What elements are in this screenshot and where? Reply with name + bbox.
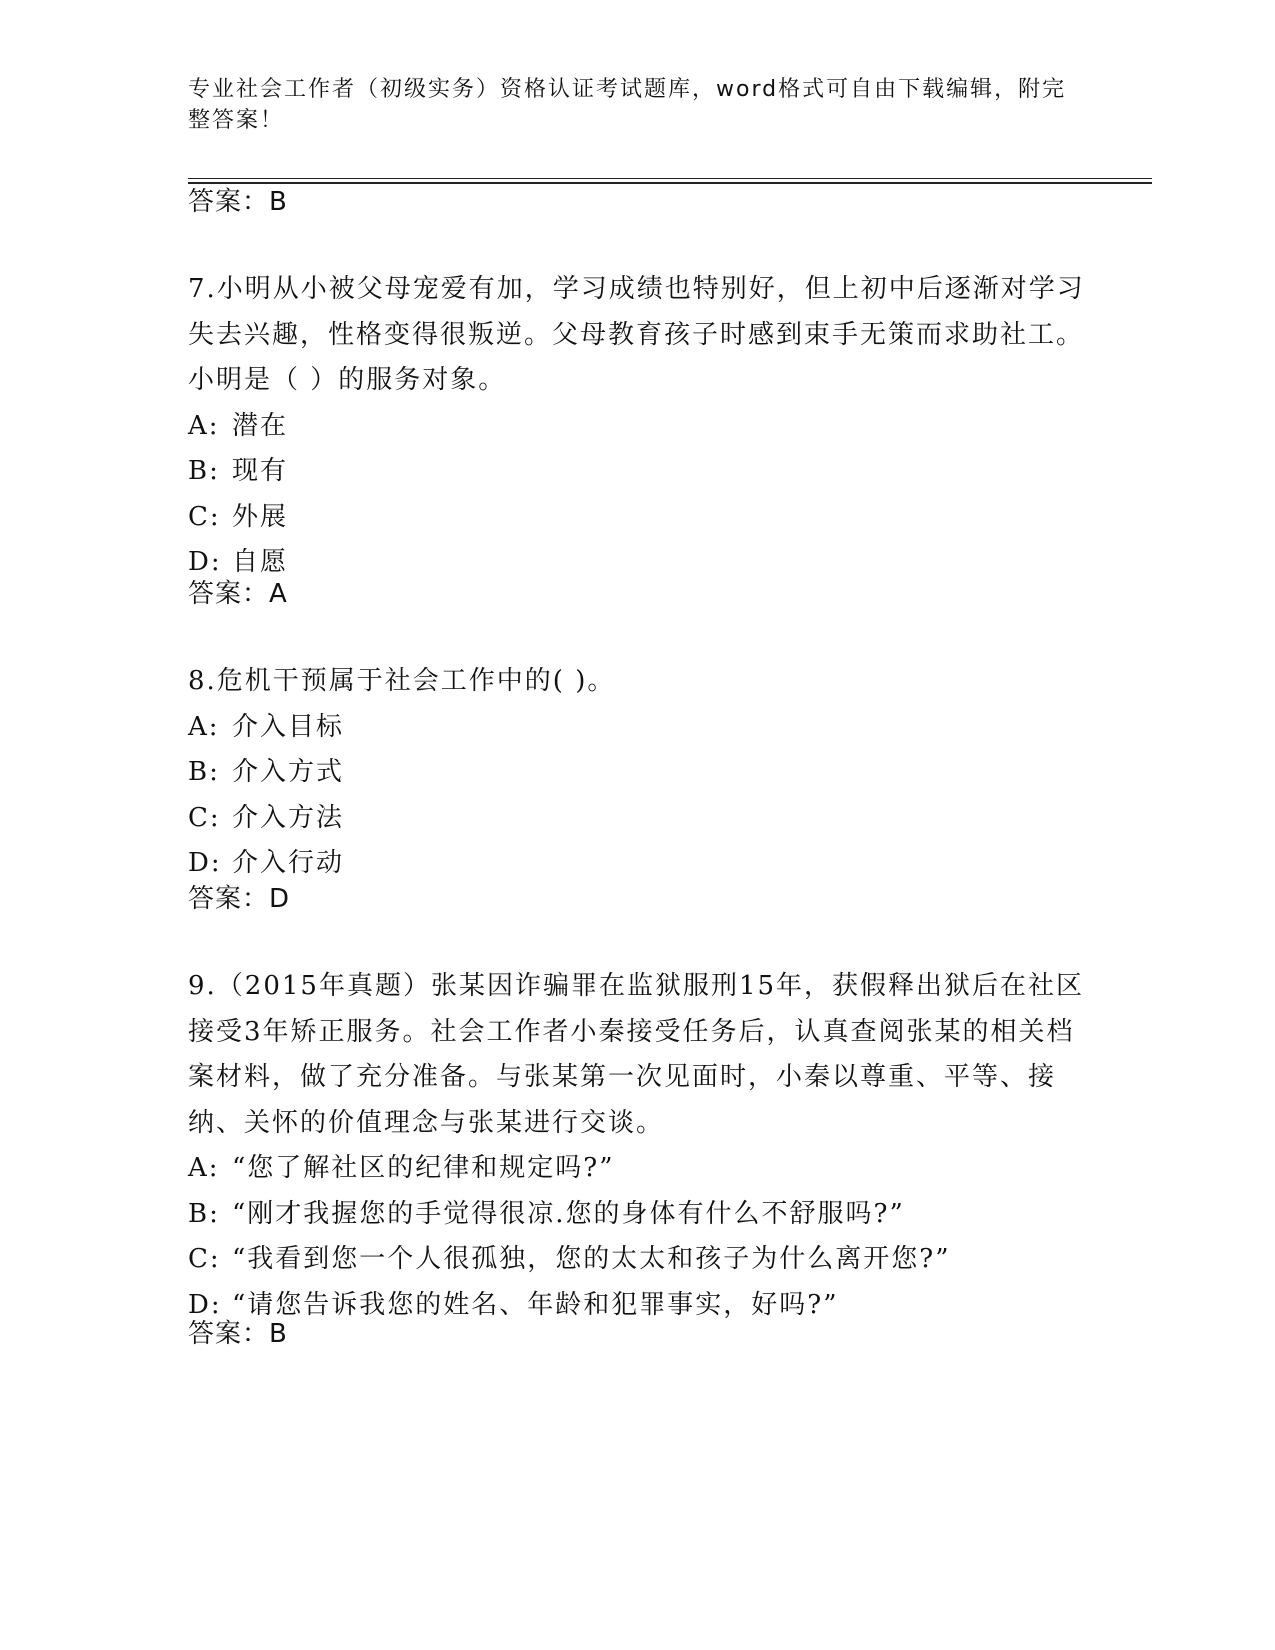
question-9-option-d (188, 1283, 1088, 1329)
question-8-option-c (188, 796, 1088, 842)
option-letter: D: (188, 1289, 222, 1320)
option-letter: C: (188, 1244, 221, 1274)
question-7-stem: 7.小明从小被父母宠爱有加，学习成绩也特别好，但上初中后逐渐对学习失去兴趣，性格变得很叛逆。父母教育孩子时感到束手无策而求助社工。小明是（ ）的服务对象。 (188, 274, 1085, 395)
option-text: 介入方式 (232, 757, 345, 787)
question-7-option-c (188, 495, 1088, 541)
question-8-option-a (188, 705, 1088, 751)
question-7 (188, 267, 1088, 586)
option-text: “您了解社区的纪律和规定吗?” (232, 1153, 615, 1183)
option-letter: D: (188, 547, 222, 577)
question-9-option-b (188, 1192, 1088, 1238)
option-text: “刚才我握您的手觉得很凉.您的身体有什么不舒服吗?” (232, 1198, 905, 1229)
option-text: 介入行动 (232, 848, 345, 878)
option-text: 外展 (232, 501, 289, 532)
question-9-stem: 9.（2015年真题）张某因诈骗罪在监狱服刑15年，获假释出狱后在社区接受3年矫正服务。社会工作者小秦接受任务后，认真查阅张某的相关档案材料，做了充分准备。与张某第一次见面时，小秦以尊重、平等、接纳、关怀的价值理念与张某进行交谈。 (188, 971, 1085, 1138)
option-text: 介入目标 (232, 711, 345, 742)
answer-previous: 答案：B (188, 187, 288, 217)
option-text: 潜在 (232, 410, 289, 441)
option-letter: B: (188, 757, 220, 787)
option-text: 自愿 (232, 547, 289, 577)
question-7-option-b (188, 449, 1088, 495)
question-9-option-a (188, 1146, 1088, 1192)
option-text: “我看到您一个人很孤独，您的太太和孩子为什么离开您?” (232, 1244, 951, 1274)
question-7-answer: 答案：A (188, 579, 288, 609)
header-rule-thin (188, 178, 1152, 179)
question-9 (188, 964, 1088, 1328)
question-8-option-b (188, 750, 1088, 796)
header-rule-thick (188, 182, 1152, 184)
option-text: 介入方法 (232, 802, 345, 833)
question-7-option-d (188, 540, 1088, 586)
question-8-answer: 答案：D (188, 884, 291, 914)
option-letter: A: (188, 410, 220, 441)
option-text: 现有 (232, 456, 289, 486)
question-8-stem: 8.危机干预属于社会工作中的( )。 (188, 666, 616, 696)
option-letter: B: (188, 456, 220, 486)
option-letter: B: (188, 1198, 220, 1229)
question-9-answer: 答案：B (188, 1319, 288, 1349)
option-letter: C: (188, 501, 221, 532)
question-8-option-d (188, 841, 1088, 887)
option-letter: A: (188, 1153, 220, 1183)
document-header: 专业社会工作者（初级实务）资格认证考试题库，word格式可自由下载编辑，附完整答案！ (188, 77, 1067, 133)
question-8 (188, 659, 1088, 887)
option-letter: D: (188, 848, 222, 878)
option-text: “请您告诉我您的姓名、年龄和犯罪事实，好吗?” (232, 1289, 839, 1320)
option-letter: C: (188, 802, 221, 833)
option-letter: A: (188, 711, 220, 742)
question-7-option-a (188, 404, 1088, 450)
question-9-option-c (188, 1237, 1088, 1283)
